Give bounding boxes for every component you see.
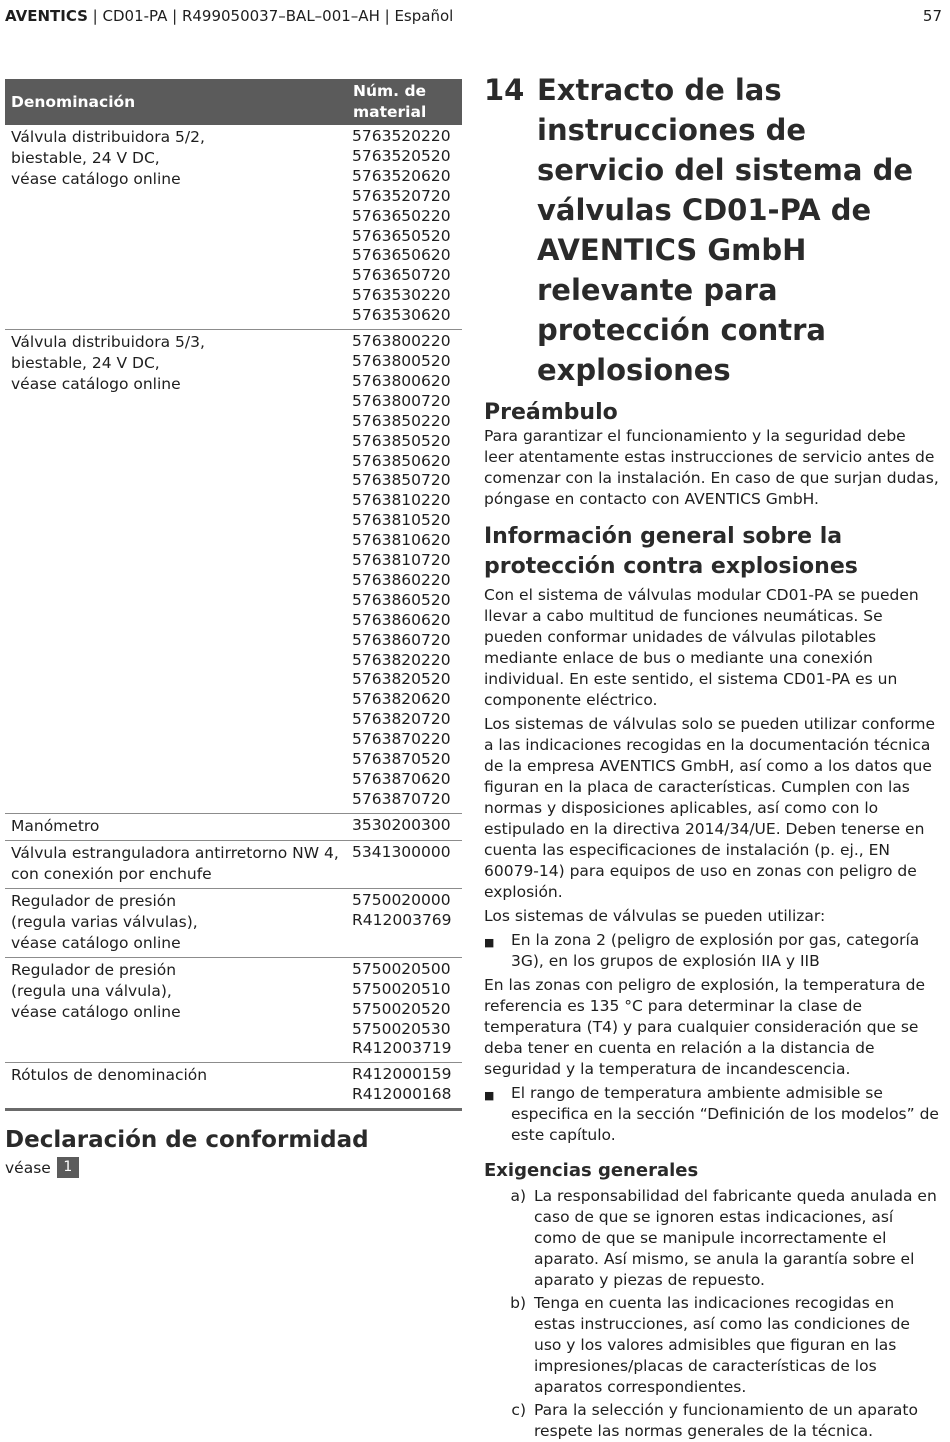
requirements-heading: Exigencias generales [484,1160,699,1181]
square-bullet-icon: ■ [484,1089,495,1102]
requirements-list [484,1186,940,1442]
designation-line: (regula varias válvulas), [11,912,198,931]
preamble-heading: Preámbulo [484,400,618,425]
table-row [5,1063,462,1110]
declaration-see-text: véase [5,1158,51,1177]
header-brand: AVENTICS [5,7,88,25]
designation-line: Manómetro [11,816,100,835]
list-item [484,930,940,972]
material-number: 5763820520 [352,670,451,689]
material-number: 5763850520 [352,431,451,450]
designation-line: Regulador de presión [11,891,177,910]
designation-line: (regula una válvula), [11,981,172,1000]
material-number: 5763520720 [352,186,451,205]
material-number: 5763650720 [352,266,451,285]
column-header-material-number: Núm. de material [347,79,462,125]
material-number: 5763800720 [352,391,451,410]
material-number: 5763850720 [352,471,451,490]
material-number: 5763800620 [352,371,451,390]
list-item [484,1293,940,1398]
material-number-cell [347,330,462,814]
material-number: 5763520520 [352,146,451,165]
list-item-label: b) [510,1294,526,1312]
table-row [5,840,462,888]
table-row [5,330,462,814]
page-header [5,6,942,26]
parts-table [5,79,462,1111]
general-paragraph-4: En las zonas con peligro de explosión, la temperatura de referencia es 135 °C para determinar la clase de temperatura (T4) y para cualquier consideración que se deba tener en cuenta en relación a la distancia de seguridad y la temperatura de incandescencia. [484,976,925,1078]
list-item-label: c) [511,1401,526,1419]
designation-line: Válvula estranguladora antirretorno NW 4, [11,843,339,862]
designation-line: Regulador de presión [11,960,177,979]
material-number: 5763530620 [352,306,451,325]
material-number: R412003769 [352,910,452,929]
material-number: 5763870620 [352,770,451,788]
page-number: 57 [922,7,942,25]
left-column [5,79,462,1178]
parts-table-body [5,125,462,1110]
material-number: 5763820620 [352,690,451,709]
square-bullet-icon: ■ [484,936,495,949]
material-number: 5763810620 [352,531,451,550]
declaration-heading: Declaración de conformidad [5,1127,369,1154]
list-item [484,1186,940,1291]
material-number: R412003719 [352,1039,452,1058]
designation-line: Válvula distribuidora 5/2, [11,128,205,146]
designation-cell [5,840,347,888]
general-paragraph-3: Los sistemas de válvulas se pueden utilizar: [484,907,826,925]
material-number: 5763650620 [352,246,451,265]
bullet-text: El rango de temperatura ambiente admisible se especifica en la sección “Definición de los modelos” de este capítulo. [511,1084,939,1144]
designation-line: biestable, 24 V DC, [11,149,160,167]
list-item [484,1400,940,1442]
header-doc-info [5,7,453,25]
material-number: 3530200300 [352,815,451,834]
material-number: 5750020520 [352,999,451,1018]
table-header-row [5,79,462,125]
column-header-designation: Denominación [5,79,347,125]
list-item-text: La responsabilidad del fabricante queda anulada en caso de que se ignoren estas indicaciones, así como de que se manipule incorrectamente el aparato. Así mismo, se anula la garantía sobre el aparato y piezas de repuesto. [534,1187,937,1289]
material-number: 5763870720 [352,789,451,808]
preamble-text: Para garantizar el funcionamiento y la seguridad debe leer atentamente estas instrucciones de servicio antes de comenzar con la instalación. En caso de que surjan dudas, póngase en contacto con AVENTICS GmbH. [484,427,939,508]
designation-line: véase catálogo online [11,375,181,394]
material-number-cell [347,957,462,1063]
list-item [484,1083,940,1146]
designation-line: biestable, 24 V DC, [11,354,160,373]
material-number: 5763810220 [352,491,451,510]
material-number: 5750020500 [352,959,451,978]
material-number: 5763800220 [352,332,451,351]
list-item-label: a) [510,1187,526,1205]
bullet-text: En la zona 2 (peligro de explosión por gas, categoría 3G), en los grupos de explosión IIA y IIB [511,931,920,970]
declaration-reference [5,1157,462,1178]
designation-line: véase catálogo online [11,170,181,188]
chapter-title: Extracto de las instrucciones de servicio del sistema de válvulas CD01-PA de AVENTICS GmbH relevante para protección contra explosiones [537,73,913,387]
designation-line: Válvula distribuidora 5/3, [11,333,205,352]
material-number: 5341300000 [352,842,451,861]
material-number-cell [347,1063,462,1110]
general-paragraph-1: Con el sistema de válvulas modular CD01-PA se pueden llevar a cabo multitud de funciones neumáticas. Se pueden conformar unidades de válvulas pilotables mediante enlace de bus o mediante una conexión individual. En este sentido, el sistema CD01-PA es un componente eléctrico. [484,586,919,709]
material-number: 5763860720 [352,630,451,649]
material-number: 5763650220 [352,206,451,225]
designation-cell [5,330,347,814]
material-number: 5750020530 [352,1019,451,1038]
material-number: 5763820720 [352,710,451,729]
material-number: 5763870220 [352,730,451,749]
general-info-heading: Información general sobre la protección contra explosiones [484,524,858,579]
material-number: 5763520620 [352,166,451,185]
material-number: 5763520220 [352,127,451,145]
material-number: 5763860620 [352,610,451,629]
designation-cell [5,813,347,840]
material-number: R412000168 [352,1085,452,1104]
general-paragraph-2: Los sistemas de válvulas solo se pueden utilizar conforme a las indicaciones recogidas en la documentación técnica de la empresa AVENTICS GmbH, así como a los datos que figuran en la placa de características. Cumplen con las normas y disposiciones aplicables, así como con lo estipulado en la directiva 2014/34/UE. Deben tenerse en cuenta las especificaciones de instalación (p. ej., EN 60079-14) para equipos de uso en zonas con peligro de explosión. [484,715,935,901]
designation-cell [5,1063,347,1110]
designation-line: véase catálogo online [11,933,181,952]
table-row [5,125,462,330]
material-number: 5763810720 [352,551,451,570]
list-item-text: Para la selección y funcionamiento de un aparato respete las normas generales de la técnica. [534,1401,918,1440]
material-number-cell [347,888,462,957]
material-number-cell [347,813,462,840]
list-item-text: Tenga en cuenta las indicaciones recogidas en estas instrucciones, así como las condiciones de uso y los valores admisibles que figuran en las impresiones/placas de características de los aparatos correspondientes. [534,1294,910,1396]
designation-line: con conexión por enchufe [11,864,212,883]
material-number: 5763820220 [352,650,451,669]
material-number: 5763810520 [352,511,451,530]
figure-reference-badge[interactable]: 1 [57,1157,79,1178]
material-number-cell [347,125,462,330]
designation-line: véase catálogo online [11,1002,181,1021]
material-number: R412000159 [352,1065,452,1084]
designation-line: Rótulos de denominación [11,1066,208,1085]
material-number: 5763860220 [352,570,451,589]
right-column [484,70,940,1442]
chapter-number: 14 [484,73,525,107]
material-number: 5763530220 [352,286,451,305]
table-row [5,957,462,1063]
material-number: 5750020000 [352,890,451,909]
material-number: 5763860520 [352,590,451,609]
material-number: 5763650520 [352,226,451,245]
material-number: 5763850220 [352,411,451,430]
header-doc-ref: | CD01-PA | R499050037–BAL–001–AH | Español [87,7,454,25]
material-number: 5750020510 [352,979,451,998]
material-number: 5763800520 [352,351,451,370]
chapter-heading [484,70,940,390]
table-row [5,888,462,957]
table-row [5,813,462,840]
designation-cell [5,957,347,1063]
designation-cell [5,888,347,957]
material-number: 5763850620 [352,451,451,470]
material-number-cell [347,840,462,888]
designation-cell [5,125,347,330]
material-number: 5763870520 [352,750,451,769]
